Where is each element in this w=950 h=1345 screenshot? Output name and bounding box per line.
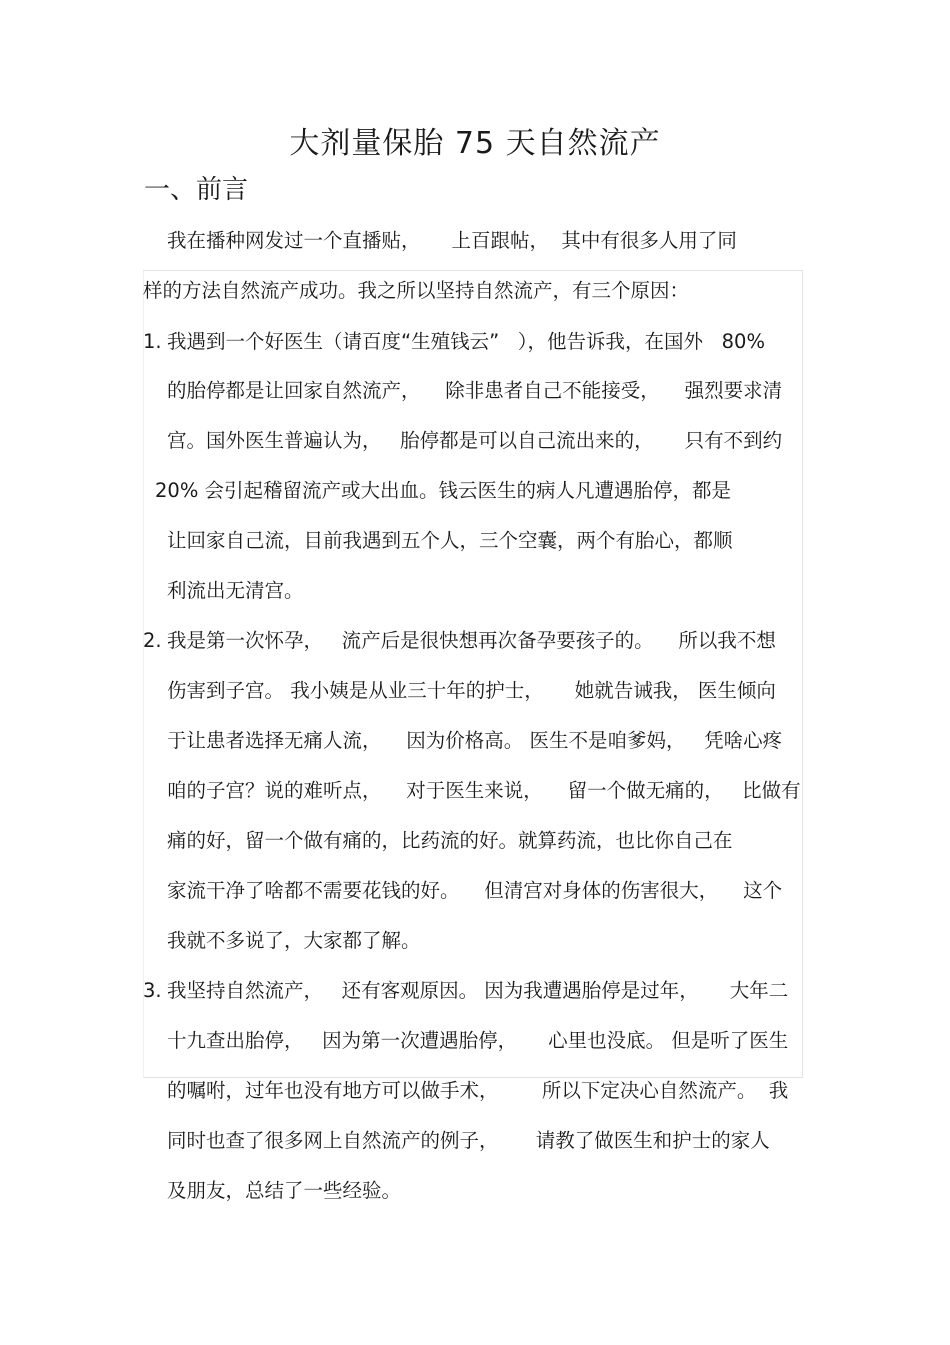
list-item-line: 及朋友，总结了一些经验。: [167, 1179, 402, 1202]
list-item-line: 咱的子宫？说的难听点， 对于医生来说， 留一个做无痛的， 比做有: [167, 779, 801, 802]
intro-line: 样的方法自然流产成功。我之所以坚持自然流产，有三个原因：: [143, 279, 690, 302]
list-item-line: 的胎停都是让回家自然流产， 除非患者自己不能接受， 强烈要求清: [167, 379, 783, 402]
list-item-line: 十九查出胎停， 因为第一次遭遇胎停， 心里也没底。 但是听了医生: [167, 1029, 789, 1052]
list-item-line: 于让患者选择无痛人流， 因为价格高。 医生不是咱爹妈， 凭啥心疼: [167, 729, 783, 752]
list-item-line: 我遇到一个好医生（请百度“生殖钱云” ），他告诉我，在国外 80%: [167, 330, 765, 353]
section-heading: 一、前言: [144, 175, 249, 205]
document-title: 大剂量保胎 75 天自然流产: [289, 126, 661, 161]
list-item-number: 1.: [143, 330, 162, 353]
list-item-line: 的嘱咐，过年也没有地方可以做手术， 所以下定决心自然流产。 我: [167, 1079, 789, 1102]
list-item-number: 3.: [143, 979, 162, 1002]
list-item-line: 让回家自己流，目前我遇到五个人，三个空囊，两个有胎心，都顺: [167, 529, 733, 552]
list-item-line: 我坚持自然流产， 还有客观原因。 因为我遭遇胎停是过年， 大年二: [167, 979, 789, 1002]
list-item-line: 20% 会引起稽留流产或大出血。钱云医生的病人凡遭遇胎停，都是: [155, 479, 732, 502]
list-item-line: 宫。国外医生普遍认为， 胎停都是可以自己流出来的， 只有不到约: [167, 429, 783, 452]
list-item-line: 我是第一次怀孕， 流产后是很快想再次备孕要孩子的。 所以我不想: [167, 629, 776, 652]
intro-line: 我在播种网发过一个直播贴， 上百跟帖， 其中有很多人用了同: [167, 229, 737, 252]
list-item-line: 伤害到子宫。 我小姨是从业三十年的护士， 她就告诫我， 医生倾向: [167, 679, 776, 702]
list-item-line: 家流干净了啥都不需要花钱的好。 但清宫对身体的伤害很大， 这个: [167, 879, 783, 902]
list-item-line: 利流出无清宫。: [167, 579, 304, 602]
list-item-line: 痛的好，留一个做有痛的，比药流的好。就算药流，也比你自己在: [167, 829, 733, 852]
list-item-line: 同时也查了很多网上自然流产的例子， 请教了做医生和护士的家人: [167, 1129, 770, 1152]
list-item-line: 我就不多说了，大家都了解。: [167, 929, 421, 952]
list-item-number: 2.: [143, 629, 162, 652]
